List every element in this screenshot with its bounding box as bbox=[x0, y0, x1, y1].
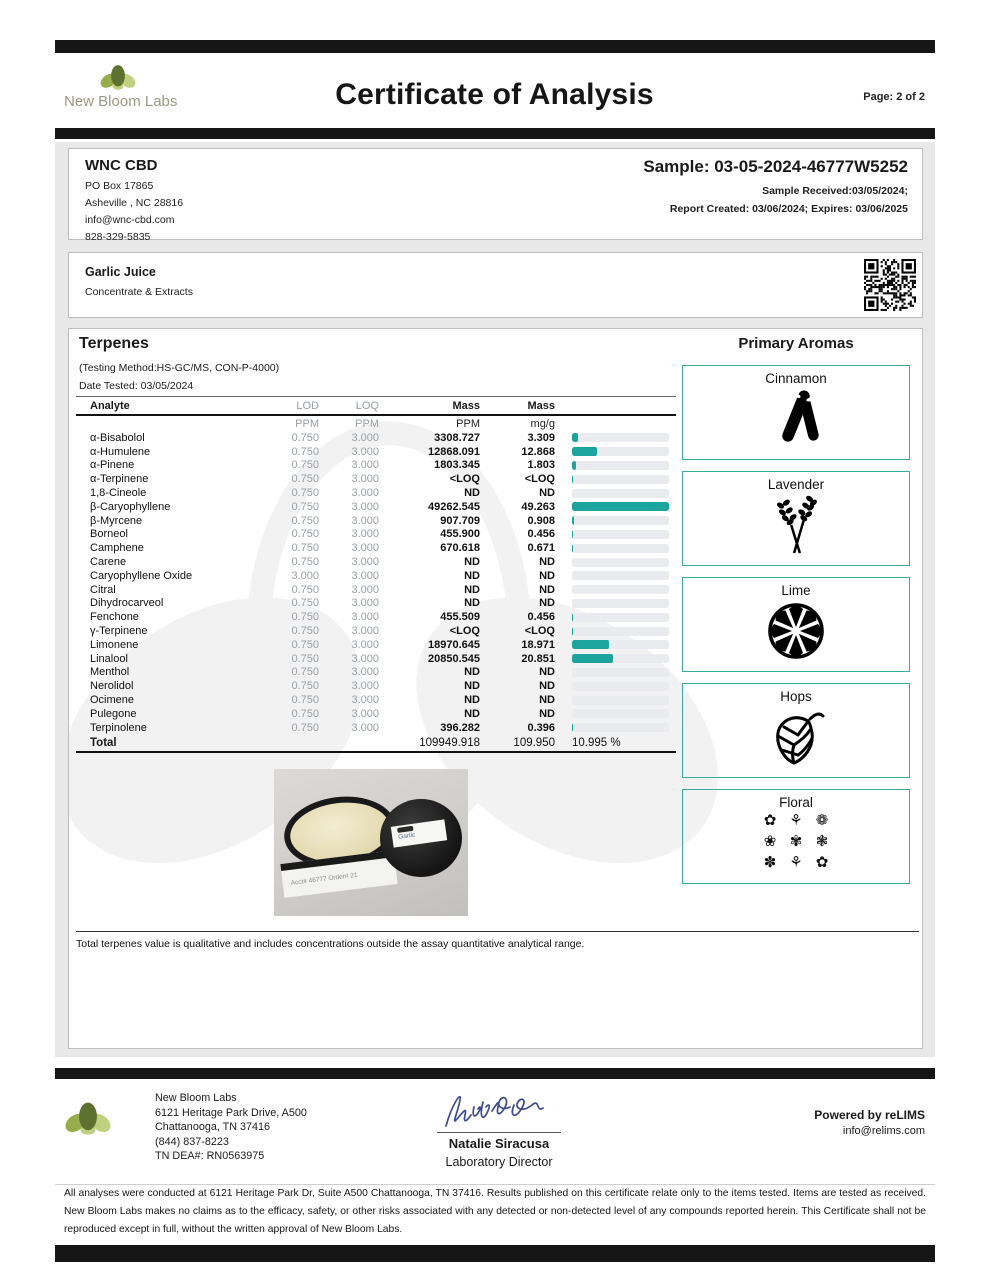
client-sample-card bbox=[68, 148, 923, 243]
terpene-row bbox=[76, 431, 676, 445]
flower-glyph-icon: ✿ bbox=[815, 853, 829, 871]
loq-value: 3.000 bbox=[351, 611, 379, 624]
analyte-name: Ocimene bbox=[90, 694, 135, 707]
mass-mgg-value: 20.851 bbox=[521, 652, 555, 665]
mass-ppm-value: 455.900 bbox=[440, 528, 480, 541]
bar-cell bbox=[555, 544, 676, 553]
analyte-name: α-Bisabolol bbox=[90, 431, 145, 444]
sample-received: Sample Received:03/05/2024; bbox=[762, 185, 908, 197]
bar-cell bbox=[555, 640, 676, 649]
analyte-name: Borneol bbox=[90, 528, 128, 541]
photo-jar-label: Acct# 46777 Order# 21 bbox=[280, 850, 397, 898]
unit-loq: PPM bbox=[355, 417, 379, 430]
mass-ppm-value: ND bbox=[464, 680, 480, 693]
bar-track bbox=[572, 544, 669, 553]
unit-mass-ppm: PPM bbox=[456, 417, 480, 430]
unit-mass-mgg: mg/g bbox=[530, 417, 555, 430]
lod-value: 0.750 bbox=[291, 459, 319, 472]
bar-track bbox=[572, 571, 669, 580]
photo-jar bbox=[282, 795, 398, 907]
bar-cell bbox=[555, 585, 676, 594]
lod-value: 0.750 bbox=[291, 500, 319, 513]
lod-value: 0.750 bbox=[291, 666, 319, 679]
bar-cell bbox=[555, 723, 676, 732]
col-mass-ppm: Mass bbox=[452, 399, 480, 412]
col-lod: LOD bbox=[296, 399, 319, 412]
client-address-line: PO Box 17865 bbox=[85, 180, 154, 192]
mass-ppm-value: <LOQ bbox=[449, 625, 480, 638]
loq-value: 3.000 bbox=[351, 625, 379, 638]
terpene-row bbox=[76, 583, 676, 597]
terpene-row bbox=[76, 597, 676, 611]
lod-value: 0.750 bbox=[291, 528, 319, 541]
product-card bbox=[68, 252, 923, 318]
bar-fill bbox=[572, 475, 573, 484]
mass-mgg-value: <LOQ bbox=[524, 473, 555, 486]
lod-value: 0.750 bbox=[291, 652, 319, 665]
qr-code-icon bbox=[864, 259, 916, 311]
aroma-label: Floral bbox=[779, 795, 813, 810]
loq-value: 3.000 bbox=[351, 473, 379, 486]
bar-track bbox=[572, 447, 669, 456]
mass-ppm-value: ND bbox=[464, 666, 480, 679]
lod-value: 0.750 bbox=[291, 611, 319, 624]
footer-phone: (844) 837-8223 bbox=[155, 1135, 229, 1148]
bar-cell bbox=[555, 627, 676, 636]
mass-mgg-value: ND bbox=[539, 707, 555, 720]
loq-value: 3.000 bbox=[351, 694, 379, 707]
loq-value: 3.000 bbox=[351, 500, 379, 513]
loq-value: 3.000 bbox=[351, 556, 379, 569]
mass-ppm-value: ND bbox=[464, 556, 480, 569]
terpene-row bbox=[76, 721, 676, 735]
mass-mgg-value: 1.803 bbox=[527, 459, 555, 472]
bar-fill bbox=[572, 433, 578, 442]
aroma-label: Lavender bbox=[767, 477, 825, 492]
bar-track bbox=[572, 599, 669, 608]
mass-ppm-value: ND bbox=[464, 569, 480, 582]
product-name: Garlic Juice bbox=[85, 265, 156, 279]
terpene-row bbox=[76, 514, 676, 528]
loq-value: 3.000 bbox=[351, 569, 379, 582]
bar-cell bbox=[555, 599, 676, 608]
results-card bbox=[68, 328, 923, 1049]
mass-mgg-value: <LOQ bbox=[524, 625, 555, 638]
top-rule-bar bbox=[55, 40, 935, 53]
col-analyte: Analyte bbox=[90, 399, 130, 412]
lod-value: 0.750 bbox=[291, 625, 319, 638]
mass-mgg-value: 0.908 bbox=[527, 514, 555, 527]
flower-glyph-icon: ✾ bbox=[789, 832, 803, 850]
footer-lab-info bbox=[155, 1091, 307, 1164]
bar-track bbox=[572, 654, 669, 663]
bar-fill bbox=[572, 627, 573, 636]
loq-value: 3.000 bbox=[351, 431, 379, 444]
lod-value: 0.750 bbox=[291, 487, 319, 500]
lod-value: 0.750 bbox=[291, 542, 319, 555]
lod-value: 0.750 bbox=[291, 445, 319, 458]
mass-ppm-value: 49262.545 bbox=[428, 500, 480, 513]
mass-mgg-value: 49.263 bbox=[521, 500, 555, 513]
bar-track bbox=[572, 433, 669, 442]
terpene-row bbox=[76, 693, 676, 707]
product-category: Concentrate & Extracts bbox=[85, 286, 193, 298]
analyte-name: Dihydrocarveol bbox=[90, 597, 164, 610]
analyte-name: Citral bbox=[90, 583, 116, 596]
lod-value: 0.750 bbox=[291, 694, 319, 707]
aroma-label: Hops bbox=[780, 689, 812, 704]
mass-ppm-value: 670.618 bbox=[440, 542, 480, 555]
loq-value: 3.000 bbox=[351, 487, 379, 500]
terpene-rows bbox=[76, 431, 676, 735]
footnote-block bbox=[76, 931, 919, 950]
mass-ppm-value: ND bbox=[464, 694, 480, 707]
bar-fill bbox=[572, 516, 574, 525]
signature-block bbox=[408, 1086, 590, 1169]
loq-value: 3.000 bbox=[351, 542, 379, 555]
aroma-box bbox=[682, 683, 910, 778]
terpene-row bbox=[76, 472, 676, 486]
mass-mgg-value: ND bbox=[539, 569, 555, 582]
analyte-name: Caryophyllene Oxide bbox=[90, 569, 193, 582]
analyte-name: Carene bbox=[90, 556, 127, 569]
flower-glyph-icon: ⚘ bbox=[789, 811, 803, 829]
terpene-row bbox=[76, 486, 676, 500]
mass-mgg-value: ND bbox=[539, 680, 555, 693]
loq-value: 3.000 bbox=[351, 666, 379, 679]
sample-info bbox=[643, 157, 908, 218]
mass-ppm-value: 18970.645 bbox=[428, 638, 480, 651]
mass-mgg-value: ND bbox=[539, 583, 555, 596]
terpene-row bbox=[76, 528, 676, 542]
loq-value: 3.000 bbox=[351, 597, 379, 610]
terpene-row bbox=[76, 638, 676, 652]
bar-cell bbox=[555, 516, 676, 525]
bar-track bbox=[572, 530, 669, 539]
lod-value: 0.750 bbox=[291, 431, 319, 444]
bar-track bbox=[572, 627, 669, 636]
lod-value: 0.750 bbox=[291, 583, 319, 596]
mass-mgg-value: 0.396 bbox=[527, 721, 555, 734]
footer-address1: 6121 Heritage Park Drive, A500 bbox=[155, 1106, 307, 1119]
loq-value: 3.000 bbox=[351, 583, 379, 596]
bar-track bbox=[572, 516, 669, 525]
hops-icon bbox=[683, 705, 909, 769]
bar-cell bbox=[555, 558, 676, 567]
total-percent: 10.995 % bbox=[572, 736, 621, 749]
analyte-name: Linalool bbox=[90, 652, 128, 665]
total-row bbox=[76, 735, 676, 751]
lod-value: 3.000 bbox=[291, 569, 319, 582]
terpenes-section bbox=[79, 335, 679, 395]
flower-glyph-icon: ⚘ bbox=[789, 853, 803, 871]
powered-by-block bbox=[814, 1108, 925, 1137]
aroma-boxes bbox=[682, 365, 910, 884]
flower-glyph-icon: ❀ bbox=[763, 832, 777, 850]
terpene-row bbox=[76, 541, 676, 555]
primary-aromas-panel bbox=[682, 335, 910, 895]
mass-mgg-value: 0.671 bbox=[527, 542, 555, 555]
analyte-name: β-Myrcene bbox=[90, 514, 143, 527]
analyte-name: Terpinolene bbox=[90, 721, 147, 734]
bar-cell bbox=[555, 475, 676, 484]
floral-icon bbox=[683, 810, 909, 873]
powered-email: info@relims.com bbox=[842, 1125, 925, 1137]
analyte-name: β-Caryophyllene bbox=[90, 500, 171, 513]
mass-ppm-value: 1803.345 bbox=[434, 459, 480, 472]
mass-ppm-value: 907.709 bbox=[440, 514, 480, 527]
analyte-name: Nerolidol bbox=[90, 680, 134, 693]
footer-address2: Chattanooga, TN 37416 bbox=[155, 1121, 271, 1134]
mass-mgg-value: ND bbox=[539, 694, 555, 707]
mass-mgg-value: 12.868 bbox=[521, 445, 555, 458]
primary-aromas-title: Primary Aromas bbox=[738, 335, 854, 352]
bar-cell bbox=[555, 668, 676, 677]
footnote-rule bbox=[76, 931, 919, 932]
bar-cell bbox=[555, 447, 676, 456]
lod-value: 0.750 bbox=[291, 721, 319, 734]
terpene-row bbox=[76, 707, 676, 721]
terpenes-footnote: Total terpenes value is qualitative and includes concentrations outside the assay quantitative analytical range. bbox=[76, 938, 585, 950]
bar-cell bbox=[555, 489, 676, 498]
bar-cell bbox=[555, 502, 676, 511]
bar-track bbox=[572, 489, 669, 498]
mass-mgg-value: 0.456 bbox=[527, 528, 555, 541]
bar-track bbox=[572, 475, 669, 484]
bar-cell bbox=[555, 461, 676, 470]
lime-icon bbox=[683, 599, 909, 663]
lod-value: 0.750 bbox=[291, 514, 319, 527]
mass-ppm-value: 20850.545 bbox=[428, 652, 480, 665]
client-phone: 828-329-5835 bbox=[85, 231, 151, 243]
mass-mgg-value: ND bbox=[539, 487, 555, 500]
terpene-row bbox=[76, 569, 676, 583]
mass-mgg-value: ND bbox=[539, 556, 555, 569]
bar-track bbox=[572, 585, 669, 594]
cinnamon-icon bbox=[683, 387, 909, 449]
bar-fill bbox=[572, 613, 573, 622]
terpene-row bbox=[76, 679, 676, 693]
footer-dea: TN DEA#: RN0563975 bbox=[155, 1150, 265, 1163]
total-label: Total bbox=[90, 736, 117, 749]
aroma-box bbox=[682, 365, 910, 460]
total-mass-ppm: 109949.918 bbox=[419, 736, 480, 749]
bar-track bbox=[572, 502, 669, 511]
bar-fill bbox=[572, 447, 597, 456]
col-mass-mgg: Mass bbox=[527, 399, 555, 412]
bar-cell bbox=[555, 613, 676, 622]
mass-ppm-value: ND bbox=[464, 597, 480, 610]
mass-mgg-value: 3.309 bbox=[527, 431, 555, 444]
bar-track bbox=[572, 613, 669, 622]
lavender-icon bbox=[683, 493, 909, 555]
mass-mgg-value: 18.971 bbox=[521, 638, 555, 651]
terpene-row bbox=[76, 555, 676, 569]
powered-by: Powered by reLIMS bbox=[814, 1108, 925, 1122]
analyte-name: α-Humulene bbox=[90, 445, 151, 458]
lod-value: 0.750 bbox=[291, 680, 319, 693]
bar-track bbox=[572, 461, 669, 470]
bar-track bbox=[572, 668, 669, 677]
bar-track bbox=[572, 558, 669, 567]
photo-lid-label bbox=[391, 819, 447, 847]
bar-cell bbox=[555, 709, 676, 718]
aroma-label: Cinnamon bbox=[765, 371, 827, 386]
analyte-name: Camphene bbox=[90, 542, 144, 555]
terpenes-table bbox=[76, 396, 676, 753]
unit-lod: PPM bbox=[295, 417, 319, 430]
content-panel bbox=[55, 142, 935, 1057]
bar-cell bbox=[555, 433, 676, 442]
analyte-name: 1,8-Cineole bbox=[90, 487, 147, 500]
bar-fill bbox=[572, 654, 613, 663]
loq-value: 3.000 bbox=[351, 638, 379, 651]
analyte-name: α-Pinene bbox=[90, 459, 135, 472]
signer-name: Natalie Siracusa bbox=[448, 1136, 550, 1151]
header-rule-bar bbox=[55, 128, 935, 139]
analyte-name: Limonene bbox=[90, 638, 139, 651]
bar-cell bbox=[555, 571, 676, 580]
aroma-box bbox=[682, 471, 910, 566]
date-tested: Date Tested: 03/05/2024 bbox=[79, 380, 194, 392]
bar-cell bbox=[555, 654, 676, 663]
loq-value: 3.000 bbox=[351, 652, 379, 665]
footer-lab-name: New Bloom Labs bbox=[155, 1092, 237, 1104]
lod-value: 0.750 bbox=[291, 707, 319, 720]
report-dates: Report Created: 03/06/2024; Expires: 03/06/2025 bbox=[669, 203, 908, 215]
table-units-row bbox=[76, 416, 676, 431]
terpene-row bbox=[76, 445, 676, 459]
lod-value: 0.750 bbox=[291, 597, 319, 610]
mass-ppm-value: ND bbox=[464, 487, 480, 500]
mass-ppm-value: ND bbox=[464, 583, 480, 596]
mass-ppm-value: 396.282 bbox=[440, 721, 480, 734]
bar-fill bbox=[572, 530, 573, 539]
terpenes-title: Terpenes bbox=[79, 335, 149, 352]
client-email: info@wnc-cbd.com bbox=[85, 214, 175, 226]
terpene-row bbox=[76, 666, 676, 680]
footer-rule-bar bbox=[55, 1068, 935, 1079]
bar-fill bbox=[572, 544, 573, 553]
client-info bbox=[85, 157, 183, 246]
bottom-rule-bar bbox=[55, 1245, 935, 1262]
lod-value: 0.750 bbox=[291, 556, 319, 569]
bar-cell bbox=[555, 682, 676, 691]
bar-fill bbox=[572, 723, 573, 732]
lab-logo-text: New Bloom Labs bbox=[64, 93, 178, 110]
bar-track bbox=[572, 682, 669, 691]
mass-ppm-value: 3308.727 bbox=[434, 431, 480, 444]
bar-track bbox=[572, 709, 669, 718]
mass-mgg-value: 0.456 bbox=[527, 611, 555, 624]
bar-track bbox=[572, 640, 669, 649]
product-photo bbox=[274, 769, 468, 916]
signature-icon bbox=[436, 1086, 562, 1132]
aroma-label: Lime bbox=[781, 583, 811, 598]
bar-cell bbox=[555, 696, 676, 705]
loq-value: 3.000 bbox=[351, 445, 379, 458]
terpene-row bbox=[76, 652, 676, 666]
flower-glyph-icon: ❃ bbox=[815, 832, 829, 850]
terpene-row bbox=[76, 459, 676, 473]
analyte-name: Fenchone bbox=[90, 611, 139, 624]
analyte-name: Pulegone bbox=[90, 707, 137, 720]
loq-value: 3.000 bbox=[351, 528, 379, 541]
loq-value: 3.000 bbox=[351, 459, 379, 472]
aroma-box bbox=[682, 789, 910, 884]
photo-jar-lid bbox=[380, 799, 462, 877]
mass-ppm-value: <LOQ bbox=[449, 473, 480, 486]
aroma-box bbox=[682, 577, 910, 672]
signer-role: Laboratory Director bbox=[445, 1155, 553, 1169]
flower-glyph-icon: ✽ bbox=[763, 853, 777, 871]
mass-ppm-value: ND bbox=[464, 707, 480, 720]
client-name: WNC CBD bbox=[85, 157, 158, 174]
bar-cell bbox=[555, 530, 676, 539]
sample-id: Sample: 03-05-2024-46777W5252 bbox=[643, 157, 908, 176]
disclaimer-text: All analyses were conducted at 6121 Heritage Park Dr, Suite A500 Chattanooga, TN 37416. Results published on this certificate relate only to the items tested. Items are tested as received. New Bloom Labs makes no claims as to the efficacy, safety, or other risks associated with any detected or non-detected level of any compounds reported herein. This Certificate shall not be reproduced except in full, without the written approval of New Bloom Labs. bbox=[64, 1188, 926, 1235]
lod-value: 0.750 bbox=[291, 638, 319, 651]
page-number: Page: 2 of 2 bbox=[863, 91, 925, 103]
loq-value: 3.000 bbox=[351, 680, 379, 693]
terpene-row bbox=[76, 500, 676, 514]
lod-value: 0.750 bbox=[291, 473, 319, 486]
mass-mgg-value: ND bbox=[539, 666, 555, 679]
footer-leaf-logo-icon bbox=[62, 1097, 114, 1139]
mass-ppm-value: 12868.091 bbox=[428, 445, 480, 458]
mass-ppm-value: 455.509 bbox=[440, 611, 480, 624]
total-mass-mgg: 109.950 bbox=[513, 736, 555, 749]
page-title: Certificate of Analysis bbox=[335, 78, 654, 111]
bar-fill bbox=[572, 461, 576, 470]
analyte-name: γ-Terpinene bbox=[90, 625, 148, 638]
analyte-name: Menthol bbox=[90, 666, 130, 679]
flower-glyph-icon: ❁ bbox=[815, 811, 829, 829]
client-address-line: Asheville , NC 28816 bbox=[85, 197, 184, 209]
terpene-row bbox=[76, 610, 676, 624]
testing-method: (Testing Method:HS-GC/MS, CON-P-4000) bbox=[79, 362, 280, 374]
bar-track bbox=[572, 723, 669, 732]
flower-glyph-icon: ✿ bbox=[763, 811, 777, 829]
loq-value: 3.000 bbox=[351, 721, 379, 734]
col-loq: LOQ bbox=[355, 399, 379, 412]
bar-track bbox=[572, 696, 669, 705]
signature-rule bbox=[437, 1132, 561, 1133]
loq-value: 3.000 bbox=[351, 514, 379, 527]
photo-lid-text: Garlic bbox=[397, 831, 416, 841]
terpene-row bbox=[76, 624, 676, 638]
mass-mgg-value: ND bbox=[539, 597, 555, 610]
bar-fill bbox=[572, 640, 609, 649]
table-header-row bbox=[76, 396, 676, 416]
bar-fill bbox=[572, 502, 669, 511]
analyte-name: α-Terpinene bbox=[90, 473, 149, 486]
loq-value: 3.000 bbox=[351, 707, 379, 720]
